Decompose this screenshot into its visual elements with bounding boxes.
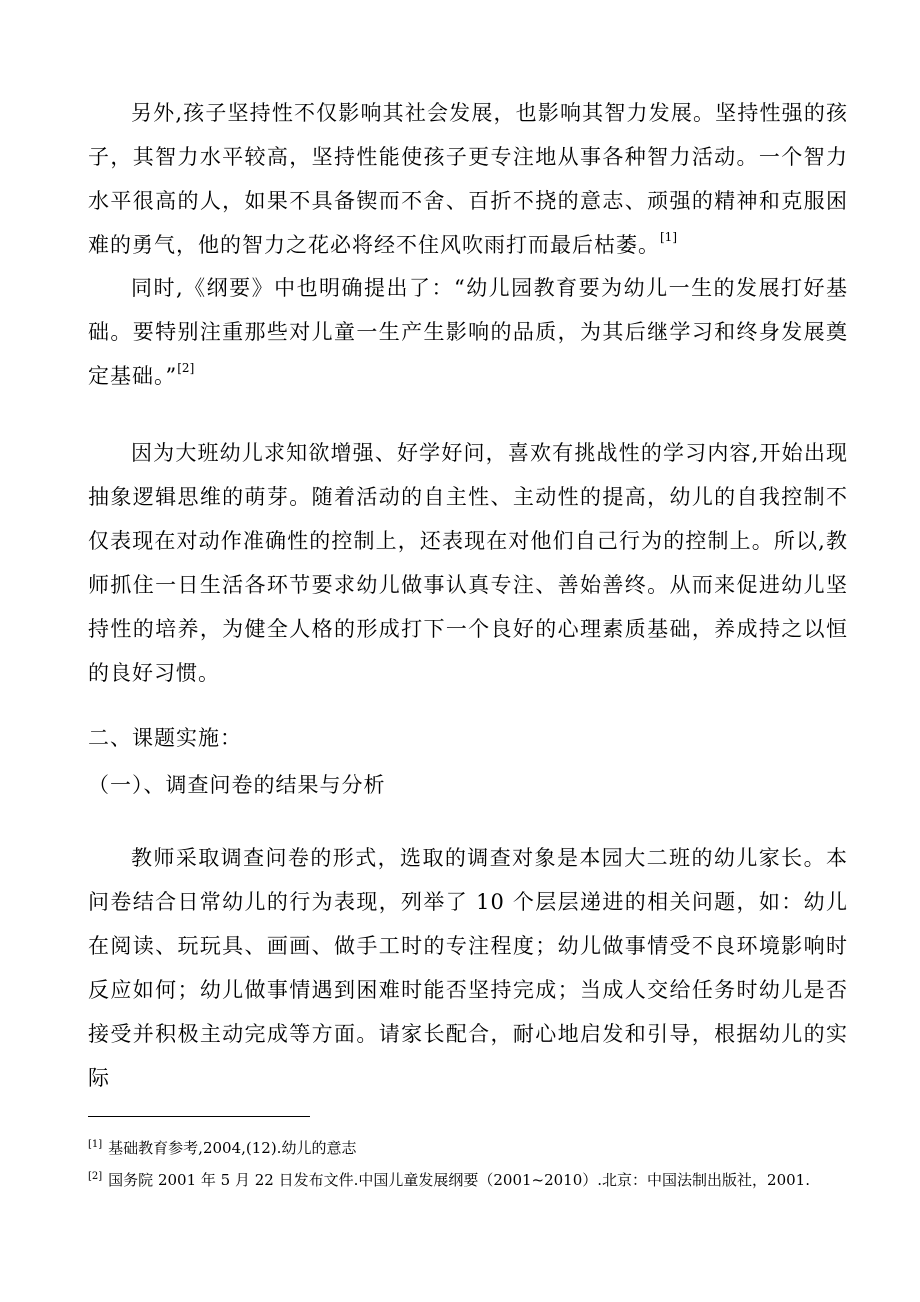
footnote-2-mark: [2] xyxy=(88,1171,103,1182)
paragraph-3-text: 因为大班幼儿求知欲增强、好学好问，喜欢有挑战性的学习内容,开始出现抽象逻辑思维的萌芽。随着活动的自主性、主动性的提高，幼儿的自我控制不仅表现在对动作准确性的控制上，还表现在对他们自己行为的控制上。所以,教师抓住一日生活各环节要求幼儿做事认真专注、善始善终。从而来促进幼儿坚持性的培养，为健全人格的形成打下一个良好的心理素质基础，养成持之以恒的良好习惯。 xyxy=(88,441,848,685)
paragraph-2-text: 同时,《纲要》中也明确提出了：“幼儿园教育要为幼儿一生的发展打好基础。要特别注重那些对儿童一生产生影响的品质，为其后继学习和终身发展奠定基础。” xyxy=(88,276,848,388)
footnote-1 xyxy=(88,1136,868,1160)
section-heading: 二、课题实施： xyxy=(88,726,242,750)
footnote-2-text: 国务院 2001 年 5 月 22 日发布文件.中国儿童发展纲要（2001~2010）.北京：中国法制出版社，2001. xyxy=(108,1171,810,1189)
footnote-1-mark: [1] xyxy=(88,1139,103,1150)
footnote-ref-1[interactable]: [1] xyxy=(660,230,677,244)
paragraph-3 xyxy=(88,431,848,695)
paragraph-4: 教师采取调查问卷的形式，选取的调查对象是本园大二班的幼儿家长。本问卷结合日常幼儿的行为表现，列举了 10 个层层递进的相关问题，如：幼儿在阅读、玩玩具、画画、做手工时的专注程度；幼儿做事情受不良环境影响时反应如何；幼儿做事情遇到困难时能否坚持完成；当成人交给任务时幼儿是否接受并积极主动完成等方面。请家长配合，耐心地启发和引导，根据幼儿的实际 xyxy=(88,846,848,1090)
footnote-2 xyxy=(88,1168,868,1192)
footnote-1-text: 基础教育参考,2004,(12).幼儿的意志 xyxy=(108,1139,357,1157)
paragraph-2 xyxy=(88,266,848,398)
footnote-ref-2[interactable]: [2] xyxy=(177,361,195,375)
paragraph-1-text: 另外,孩子坚持性不仅影响其社会发展，也影响其智力发展。坚持性强的孩子，其智力水平较高，坚持性能使孩子更专注地从事各种智力活动。一个智力水平很高的人，如果不具备锲而不舍、百折不挠的意志、顽强的精神和克服困难的勇气，他的智力之花必将经不住风吹雨打而最后枯萎。 xyxy=(88,101,848,257)
paragraph-1 xyxy=(88,91,848,267)
footnote-separator xyxy=(88,1116,310,1117)
subsection-heading: （一）、调查问卷的结果与分析 xyxy=(88,773,386,797)
